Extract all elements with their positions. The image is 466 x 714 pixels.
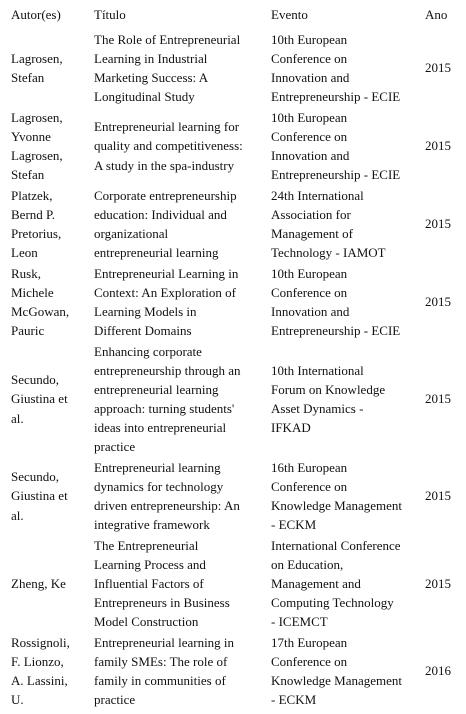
header-autor: Autor(es): [11, 6, 61, 22]
cell-ano: 2015: [425, 294, 451, 310]
cell-evento: International Conference on Education, Management and Computing Technology - ICEMCT: [271, 537, 401, 630]
cell-autor: Secundo, Giustina et al.: [11, 469, 68, 523]
cell-evento: 16th European Conference on Knowledge Management - ECKM: [271, 459, 403, 533]
cell-autor: Platzek, Bernd P. Pretorius, Leon: [11, 187, 62, 261]
table-row: [0, 457, 466, 535]
table-row: [0, 29, 466, 107]
cell-titulo: Entrepreneurial learning for quality and competitiveness: A study in the spa-industry: [94, 119, 243, 173]
cell-ano: 2015: [425, 138, 451, 154]
table-header: [0, 0, 466, 29]
cell-evento: 10th International Forum on Knowledge Asset Dynamics - IFKAD: [271, 362, 386, 436]
table-row: [0, 632, 466, 710]
cell-autor: Secundo, Giustina et al.: [11, 372, 68, 426]
cell-titulo: Enhancing corporate entrepreneurship through an entrepreneurial learning approach: turning students' ideas into entrepreneurial practice: [94, 343, 241, 455]
cell-evento: 17th European Conference on Knowledge Management - ECKM: [271, 634, 403, 708]
cell-titulo: The Entrepreneurial Learning Process and Influential Factors of Entrepreneurs in Business Model Construction: [94, 537, 230, 630]
cell-titulo: Corporate entrepreneurship education: Individual and organizational entrepreneurial learning: [94, 187, 237, 261]
cell-titulo: Entrepreneurial learning dynamics for technology driven entrepreneurship: An integrative framework: [94, 459, 240, 533]
table-row: [0, 185, 466, 263]
cell-titulo: The Role of Entrepreneurial Learning in Industrial Marketing Success: A Longitudinal Study: [94, 31, 241, 105]
cell-evento: 10th European Conference on Innovation and Entrepreneurship - ECIE: [271, 31, 401, 105]
header-ano: Ano: [425, 6, 448, 22]
cell-ano: 2015: [425, 60, 451, 76]
cell-autor: Lagrosen, Yvonne Lagrosen, Stefan: [11, 109, 63, 183]
cell-ano: 2015: [425, 488, 451, 504]
cell-autor: Zheng, Ke: [11, 575, 66, 591]
table-row: [0, 341, 466, 457]
cell-autor: Lagrosen, Stefan: [11, 50, 63, 85]
cell-ano: 2015: [425, 216, 451, 232]
cell-ano: 2015: [425, 391, 451, 407]
cell-evento: 24th International Association for Management of Technology - IAMOT: [271, 187, 386, 261]
cell-autor: Rossignoli, F. Lionzo, A. Lassini, U.: [11, 634, 70, 708]
header-titulo: Título: [94, 6, 126, 22]
cell-evento: 10th European Conference on Innovation and Entrepreneurship - ECIE: [271, 265, 401, 339]
table-row: [0, 263, 466, 341]
cell-autor: Rusk, Michele McGowan, Pauric: [11, 265, 70, 339]
cell-evento: 10th European Conference on Innovation and Entrepreneurship - ECIE: [271, 109, 401, 183]
header-evento: Evento: [271, 6, 308, 22]
table-body: [0, 29, 466, 710]
table-row: [0, 107, 466, 185]
cell-ano: 2016: [425, 663, 451, 679]
cell-ano: 2015: [425, 575, 451, 591]
header-row: [0, 0, 466, 29]
cell-titulo: Entrepreneurial learning in family SMEs: The role of family in communities of practice: [94, 634, 235, 708]
cell-titulo: Entrepreneurial Learning in Context: An Exploration of Learning Models in Different Domains: [94, 265, 239, 339]
table-row: [0, 535, 466, 632]
